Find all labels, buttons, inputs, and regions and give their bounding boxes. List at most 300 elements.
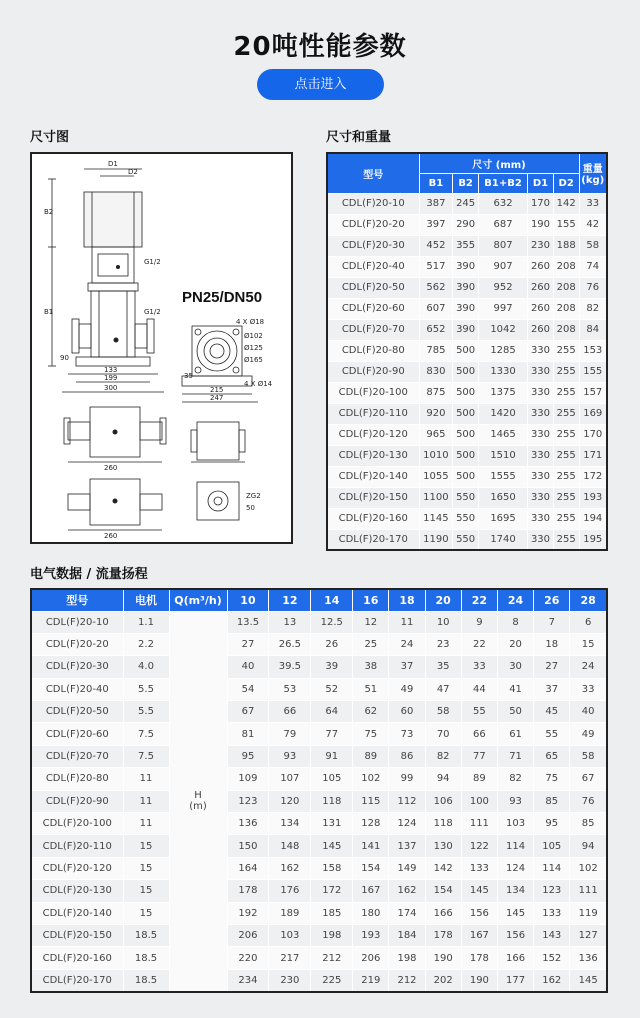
head-cell: 105 xyxy=(534,835,570,857)
table-cell: 74 xyxy=(579,256,607,277)
model-cell: CDL(F)20-150 xyxy=(31,924,123,946)
head-cell: 136 xyxy=(227,813,269,835)
head-cell: 50 xyxy=(497,701,533,723)
head-cell: 20 xyxy=(497,633,533,655)
head-cell: 111 xyxy=(461,813,497,835)
table-cell: 33 xyxy=(579,193,607,214)
table-cell: CDL(F)20-20 xyxy=(327,214,419,235)
col-b1-plus-b2: B1+B2 xyxy=(478,173,527,193)
head-cell: 103 xyxy=(269,924,311,946)
head-cell: 107 xyxy=(269,768,311,790)
head-cell: 150 xyxy=(227,835,269,857)
head-cell: 40 xyxy=(570,701,607,723)
col-model: 型号 xyxy=(31,589,123,611)
table-cell: 260 xyxy=(528,277,554,298)
table-cell: 1510 xyxy=(478,445,527,466)
table-cell: 170 xyxy=(528,193,554,214)
head-cell: 141 xyxy=(353,835,389,857)
head-cell: 118 xyxy=(311,790,353,812)
table-cell: CDL(F)20-120 xyxy=(327,424,419,445)
table-cell: 260 xyxy=(528,298,554,319)
h-label-cell: H (m) xyxy=(169,611,227,992)
table-cell: CDL(F)20-60 xyxy=(327,298,419,319)
table-cell: 500 xyxy=(453,382,479,403)
col-flow: 22 xyxy=(461,589,497,611)
model-cell: CDL(F)20-140 xyxy=(31,902,123,924)
head-cell: 156 xyxy=(497,924,533,946)
table-cell: CDL(F)20-90 xyxy=(327,361,419,382)
table-cell: 330 xyxy=(528,403,554,424)
table-cell: 1330 xyxy=(478,361,527,382)
col-weight: 重量 (kg) xyxy=(579,153,607,193)
table-cell: 157 xyxy=(579,382,607,403)
head-cell: 100 xyxy=(461,790,497,812)
head-cell: 114 xyxy=(497,835,533,857)
dim-g2: G1/2 xyxy=(144,308,161,316)
table-cell: 255 xyxy=(553,382,579,403)
dim-d2: D2 xyxy=(128,168,138,176)
table-cell: 607 xyxy=(419,298,453,319)
dim-b2: B2 xyxy=(44,208,54,216)
motor-cell: 2.2 xyxy=(123,633,169,655)
head-cell: 85 xyxy=(570,813,607,835)
head-cell: 94 xyxy=(425,768,461,790)
table-cell: 255 xyxy=(553,340,579,361)
head-cell: 89 xyxy=(461,768,497,790)
head-cell: 82 xyxy=(425,745,461,767)
dim-35: 35 xyxy=(184,372,193,380)
head-cell: 177 xyxy=(497,969,533,991)
head-cell: 12 xyxy=(353,611,389,633)
dim-260a: 260 xyxy=(104,464,118,472)
table-cell: 260 xyxy=(528,256,554,277)
table-cell: 965 xyxy=(419,424,453,445)
table-cell: 330 xyxy=(528,508,554,529)
table-cell: 255 xyxy=(553,508,579,529)
enter-button[interactable]: 点击进入 xyxy=(257,69,384,100)
table-cell: CDL(F)20-80 xyxy=(327,340,419,361)
table-cell: 1650 xyxy=(478,487,527,508)
table-cell: 390 xyxy=(453,298,479,319)
col-flow: 26 xyxy=(534,589,570,611)
table-cell: 1190 xyxy=(419,529,453,550)
head-cell: 112 xyxy=(389,790,425,812)
head-cell: 217 xyxy=(269,947,311,969)
table-cell: 632 xyxy=(478,193,527,214)
col-b1: B1 xyxy=(419,173,453,193)
table-cell: CDL(F)20-160 xyxy=(327,508,419,529)
head-cell: 174 xyxy=(389,902,425,924)
table-cell: 290 xyxy=(453,214,479,235)
table-row xyxy=(327,235,607,256)
col-flow: 28 xyxy=(570,589,607,611)
head-cell: 40 xyxy=(227,656,269,678)
table-row xyxy=(31,902,607,924)
head-cell: 127 xyxy=(570,924,607,946)
table-row xyxy=(327,256,607,277)
table-cell: 58 xyxy=(579,235,607,256)
table-cell: 920 xyxy=(419,403,453,424)
table-cell: 76 xyxy=(579,277,607,298)
table-cell: 330 xyxy=(528,340,554,361)
table-cell: 1042 xyxy=(478,319,527,340)
table-cell: 1100 xyxy=(419,487,453,508)
table-row xyxy=(327,382,607,403)
head-cell: 23 xyxy=(425,633,461,655)
head-cell: 9 xyxy=(461,611,497,633)
table-cell: 330 xyxy=(528,529,554,550)
flow-table xyxy=(30,588,608,993)
table-cell: CDL(F)20-30 xyxy=(327,235,419,256)
table-cell: CDL(F)20-140 xyxy=(327,466,419,487)
table-row xyxy=(327,193,607,214)
dim-90: 90 xyxy=(60,354,69,362)
head-cell: 137 xyxy=(389,835,425,857)
section-title-dimensions: 尺寸和重量 xyxy=(326,130,392,145)
dim-zg2: ZG2 xyxy=(246,492,261,500)
table-row xyxy=(31,745,607,767)
head-cell: 94 xyxy=(570,835,607,857)
table-row xyxy=(31,633,607,655)
dim-300: 300 xyxy=(104,384,118,392)
head-cell: 8 xyxy=(497,611,533,633)
head-cell: 162 xyxy=(389,880,425,902)
head-cell: 131 xyxy=(311,813,353,835)
table-cell: 255 xyxy=(553,445,579,466)
head-cell: 180 xyxy=(353,902,389,924)
head-cell: 172 xyxy=(311,880,353,902)
head-cell: 41 xyxy=(497,678,533,700)
head-cell: 143 xyxy=(534,924,570,946)
head-cell: 25 xyxy=(353,633,389,655)
table-cell: 190 xyxy=(528,214,554,235)
head-cell: 13 xyxy=(269,611,311,633)
table-cell: 517 xyxy=(419,256,453,277)
table-row xyxy=(327,403,607,424)
table-cell: 687 xyxy=(478,214,527,235)
head-cell: 114 xyxy=(534,857,570,879)
head-cell: 115 xyxy=(353,790,389,812)
col-flow: 20 xyxy=(425,589,461,611)
head-cell: 145 xyxy=(497,902,533,924)
head-cell: 149 xyxy=(389,857,425,879)
dim-215: 215 xyxy=(210,386,224,394)
table-cell: 550 xyxy=(453,487,479,508)
head-cell: 37 xyxy=(389,656,425,678)
table-cell: 1465 xyxy=(478,424,527,445)
col-flow: 14 xyxy=(311,589,353,611)
head-cell: 10 xyxy=(425,611,461,633)
model-cell: CDL(F)20-170 xyxy=(31,969,123,991)
model-cell: CDL(F)20-160 xyxy=(31,947,123,969)
table-cell: 500 xyxy=(453,466,479,487)
head-cell: 44 xyxy=(461,678,497,700)
table-row xyxy=(31,790,607,812)
col-flow: 12 xyxy=(269,589,311,611)
table-cell: 452 xyxy=(419,235,453,256)
table-cell: 172 xyxy=(579,466,607,487)
dim-d1: D1 xyxy=(108,160,118,168)
model-cell: CDL(F)20-120 xyxy=(31,857,123,879)
head-cell: 102 xyxy=(570,857,607,879)
head-cell: 58 xyxy=(425,701,461,723)
table-cell: 562 xyxy=(419,277,453,298)
head-cell: 176 xyxy=(269,880,311,902)
head-cell: 93 xyxy=(269,745,311,767)
head-cell: 134 xyxy=(269,813,311,835)
head-cell: 145 xyxy=(570,969,607,991)
table-cell: 208 xyxy=(553,319,579,340)
table-cell: CDL(F)20-150 xyxy=(327,487,419,508)
head-cell: 122 xyxy=(461,835,497,857)
dim-holes14: 4 X Ø14 xyxy=(244,380,273,388)
head-cell: 86 xyxy=(389,745,425,767)
head-cell: 77 xyxy=(461,745,497,767)
head-cell: 136 xyxy=(570,947,607,969)
table-cell: 387 xyxy=(419,193,453,214)
head-cell: 164 xyxy=(227,857,269,879)
table-cell: 245 xyxy=(453,193,479,214)
table-cell: 208 xyxy=(553,277,579,298)
head-cell: 192 xyxy=(227,902,269,924)
table-cell: 1010 xyxy=(419,445,453,466)
head-cell: 11 xyxy=(389,611,425,633)
dim-199: 199 xyxy=(104,374,118,382)
motor-cell: 5.5 xyxy=(123,678,169,700)
head-cell: 123 xyxy=(227,790,269,812)
head-cell: 6 xyxy=(570,611,607,633)
table-row xyxy=(327,361,607,382)
head-cell: 220 xyxy=(227,947,269,969)
head-cell: 152 xyxy=(534,947,570,969)
head-cell: 82 xyxy=(497,768,533,790)
table-row xyxy=(31,768,607,790)
table-cell: 142 xyxy=(553,193,579,214)
head-cell: 27 xyxy=(227,633,269,655)
head-cell: 30 xyxy=(497,656,533,678)
head-cell: 178 xyxy=(227,880,269,902)
table-cell: 208 xyxy=(553,298,579,319)
pn-label: PN25/DN50 xyxy=(182,289,263,306)
table-row xyxy=(31,813,607,835)
col-flow: 16 xyxy=(353,589,389,611)
table-cell: 1555 xyxy=(478,466,527,487)
head-cell: 184 xyxy=(389,924,425,946)
model-cell: CDL(F)20-30 xyxy=(31,656,123,678)
table-cell: 230 xyxy=(528,235,554,256)
head-cell: 75 xyxy=(353,723,389,745)
head-cell: 26.5 xyxy=(269,633,311,655)
head-cell: 119 xyxy=(570,902,607,924)
motor-cell: 11 xyxy=(123,813,169,835)
head-cell: 167 xyxy=(461,924,497,946)
head-cell: 66 xyxy=(269,701,311,723)
table-cell: CDL(F)20-170 xyxy=(327,529,419,550)
model-cell: CDL(F)20-20 xyxy=(31,633,123,655)
table-row xyxy=(327,487,607,508)
head-cell: 26 xyxy=(311,633,353,655)
motor-cell: 18.5 xyxy=(123,947,169,969)
head-cell: 124 xyxy=(497,857,533,879)
head-cell: 189 xyxy=(269,902,311,924)
head-cell: 166 xyxy=(497,947,533,969)
head-cell: 67 xyxy=(570,768,607,790)
head-cell: 93 xyxy=(497,790,533,812)
head-cell: 51 xyxy=(353,678,389,700)
dimension-table xyxy=(326,152,608,551)
head-cell: 128 xyxy=(353,813,389,835)
table-row xyxy=(327,445,607,466)
model-cell: CDL(F)20-100 xyxy=(31,813,123,835)
head-cell: 77 xyxy=(311,723,353,745)
head-cell: 198 xyxy=(311,924,353,946)
head-cell: 37 xyxy=(534,678,570,700)
head-cell: 193 xyxy=(353,924,389,946)
head-cell: 66 xyxy=(461,723,497,745)
head-cell: 45 xyxy=(534,701,570,723)
head-cell: 145 xyxy=(461,880,497,902)
table-cell: 330 xyxy=(528,361,554,382)
table-row xyxy=(31,723,607,745)
table-cell: 82 xyxy=(579,298,607,319)
head-cell: 79 xyxy=(269,723,311,745)
motor-cell: 15 xyxy=(123,880,169,902)
col-d1: D1 xyxy=(528,173,554,193)
head-cell: 95 xyxy=(227,745,269,767)
motor-cell: 5.5 xyxy=(123,701,169,723)
head-cell: 162 xyxy=(269,857,311,879)
head-cell: 178 xyxy=(425,924,461,946)
head-cell: 156 xyxy=(461,902,497,924)
head-cell: 12.5 xyxy=(311,611,353,633)
dim-50: 50 xyxy=(246,504,255,512)
head-cell: 154 xyxy=(353,857,389,879)
head-cell: 55 xyxy=(461,701,497,723)
model-cell: CDL(F)20-70 xyxy=(31,745,123,767)
table-cell: 1145 xyxy=(419,508,453,529)
table-cell: 255 xyxy=(553,466,579,487)
section-title-electrical: 电气数据 / 流量扬程 xyxy=(30,567,148,582)
head-cell: 75 xyxy=(534,768,570,790)
head-cell: 158 xyxy=(311,857,353,879)
head-cell: 85 xyxy=(534,790,570,812)
table-cell: 1420 xyxy=(478,403,527,424)
dim-g1: G1/2 xyxy=(144,258,161,266)
table-cell: 550 xyxy=(453,508,479,529)
table-cell: 84 xyxy=(579,319,607,340)
head-cell: 212 xyxy=(389,969,425,991)
dim-133: 133 xyxy=(104,366,118,374)
table-cell: 208 xyxy=(553,256,579,277)
head-cell: 91 xyxy=(311,745,353,767)
table-cell: 330 xyxy=(528,382,554,403)
head-cell: 154 xyxy=(425,880,461,902)
dim-d102: Ø102 xyxy=(244,332,263,340)
section-title-drawing: 尺寸图 xyxy=(30,130,70,145)
table-row xyxy=(327,466,607,487)
table-cell: CDL(F)20-130 xyxy=(327,445,419,466)
motor-cell: 1.1 xyxy=(123,611,169,633)
table-cell: 195 xyxy=(579,529,607,550)
head-cell: 142 xyxy=(425,857,461,879)
head-cell: 212 xyxy=(311,947,353,969)
motor-cell: 7.5 xyxy=(123,723,169,745)
head-cell: 39 xyxy=(311,656,353,678)
model-cell: CDL(F)20-90 xyxy=(31,790,123,812)
table-cell: CDL(F)20-50 xyxy=(327,277,419,298)
head-cell: 53 xyxy=(269,678,311,700)
table-cell: 188 xyxy=(553,235,579,256)
table-cell: 193 xyxy=(579,487,607,508)
head-cell: 198 xyxy=(389,947,425,969)
motor-cell: 18.5 xyxy=(123,924,169,946)
table-cell: 155 xyxy=(553,214,579,235)
table-cell: 390 xyxy=(453,256,479,277)
head-cell: 102 xyxy=(353,768,389,790)
motor-cell: 15 xyxy=(123,835,169,857)
table-cell: 500 xyxy=(453,361,479,382)
table-row xyxy=(31,947,607,969)
table-row xyxy=(31,701,607,723)
head-cell: 7 xyxy=(534,611,570,633)
head-cell: 49 xyxy=(389,678,425,700)
head-cell: 71 xyxy=(497,745,533,767)
table-cell: 952 xyxy=(478,277,527,298)
table-row xyxy=(31,969,607,991)
table-cell: CDL(F)20-10 xyxy=(327,193,419,214)
head-cell: 109 xyxy=(227,768,269,790)
head-cell: 64 xyxy=(311,701,353,723)
table-cell: CDL(F)20-70 xyxy=(327,319,419,340)
model-cell: CDL(F)20-80 xyxy=(31,768,123,790)
table-cell: 330 xyxy=(528,487,554,508)
head-cell: 55 xyxy=(534,723,570,745)
motor-cell: 11 xyxy=(123,768,169,790)
head-cell: 133 xyxy=(461,857,497,879)
model-cell: CDL(F)20-110 xyxy=(31,835,123,857)
head-cell: 58 xyxy=(570,745,607,767)
table-row xyxy=(31,835,607,857)
dim-247: 247 xyxy=(210,394,224,402)
table-row xyxy=(31,611,607,633)
table-cell: 500 xyxy=(453,340,479,361)
col-flow: 10 xyxy=(227,589,269,611)
col-flow: 18 xyxy=(389,589,425,611)
head-cell: 178 xyxy=(461,947,497,969)
table-cell: 550 xyxy=(453,529,479,550)
head-cell: 15 xyxy=(570,633,607,655)
table-cell: CDL(F)20-40 xyxy=(327,256,419,277)
table-row xyxy=(31,857,607,879)
col-d2: D2 xyxy=(553,173,579,193)
head-cell: 145 xyxy=(311,835,353,857)
head-cell: 18 xyxy=(534,633,570,655)
table-row xyxy=(327,340,607,361)
head-cell: 133 xyxy=(534,902,570,924)
table-row xyxy=(327,529,607,550)
table-cell: 397 xyxy=(419,214,453,235)
table-cell: 255 xyxy=(553,529,579,550)
table-cell: 255 xyxy=(553,487,579,508)
motor-cell: 11 xyxy=(123,790,169,812)
head-cell: 70 xyxy=(425,723,461,745)
head-cell: 185 xyxy=(311,902,353,924)
motor-cell: 18.5 xyxy=(123,969,169,991)
head-cell: 60 xyxy=(389,701,425,723)
head-cell: 73 xyxy=(389,723,425,745)
dim-260b: 260 xyxy=(104,532,118,540)
table-row xyxy=(327,508,607,529)
